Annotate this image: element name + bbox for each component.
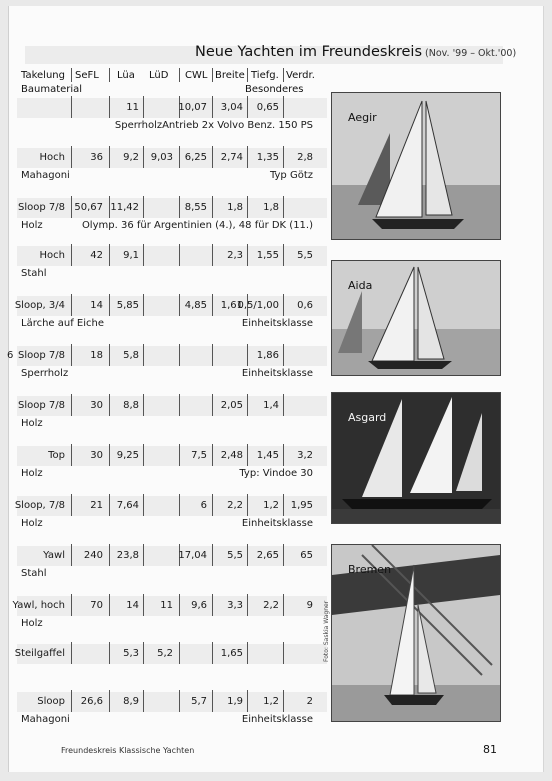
cell-cwl: 17,04: [178, 550, 207, 561]
column-divider: [179, 146, 180, 168]
header-cwl: CWL: [185, 70, 208, 81]
column-divider: [109, 544, 110, 566]
column-divider: [283, 394, 284, 416]
cell-material: Sperrholz: [21, 368, 69, 379]
cell-sefl: 70: [90, 600, 103, 611]
cell-breite: 1,61: [220, 300, 243, 311]
cell-lua: 9,25: [116, 450, 139, 461]
header-takelung: Takelung: [21, 70, 65, 81]
photo-caption: Aegir: [348, 111, 377, 124]
cell-sefl: 30: [90, 400, 103, 411]
column-divider: [283, 444, 284, 466]
cell-material: Holz: [21, 468, 43, 479]
cell-lud: 11: [160, 600, 173, 611]
column-divider: [109, 244, 110, 266]
cell-besonderes: Typ Götz: [269, 170, 313, 181]
cell-cwl: 5,7: [191, 696, 207, 707]
column-divider: [247, 394, 248, 416]
cell-lua: 23,8: [116, 550, 139, 561]
header-lud: LüD: [149, 70, 169, 81]
column-divider: [247, 444, 248, 466]
column-divider: [179, 394, 180, 416]
header-divider: [179, 68, 180, 82]
column-divider: [143, 146, 144, 168]
header-divider: [247, 68, 248, 82]
cell-takelung: Yawl, hoch: [12, 600, 65, 611]
column-divider: [71, 294, 72, 316]
cell-verdr: 2,8: [297, 152, 313, 163]
cell-tiefg: 1,35: [256, 152, 279, 163]
column-divider: [247, 344, 248, 366]
cell-lua: 9,1: [123, 250, 139, 261]
column-divider: [143, 544, 144, 566]
header-baumaterial: Baumaterial: [21, 84, 83, 95]
cell-lua: 14: [126, 600, 139, 611]
cell-cwl: 10,07: [178, 102, 207, 113]
header-divider: [283, 68, 284, 82]
cell-material: Holz: [21, 618, 43, 629]
header-lua: Lüa: [117, 70, 135, 81]
column-divider: [71, 690, 72, 712]
photo-caption: Aida: [348, 279, 373, 292]
cell-sefl: 42: [90, 250, 103, 261]
column-divider: [212, 196, 213, 218]
column-divider: [109, 294, 110, 316]
column-divider: [71, 244, 72, 266]
column-divider: [283, 294, 284, 316]
column-divider: [109, 96, 110, 118]
column-divider: [109, 394, 110, 416]
column-divider: [179, 344, 180, 366]
column-divider: [71, 594, 72, 616]
column-divider: [143, 96, 144, 118]
cell-tiefg: 1,55: [256, 250, 279, 261]
header-divider: [71, 68, 72, 82]
column-divider: [109, 444, 110, 466]
cell-verdr: 0,6: [297, 300, 313, 311]
column-divider: [212, 244, 213, 266]
page-number: 81: [483, 743, 497, 756]
cell-tiefg: 0,65: [256, 102, 279, 113]
photo-caption: Bremen: [348, 563, 392, 576]
column-divider: [71, 444, 72, 466]
column-divider: [212, 690, 213, 712]
column-divider: [247, 196, 248, 218]
column-divider: [179, 594, 180, 616]
cell-material: Stahl: [21, 568, 47, 579]
header-breite: Breite: [215, 70, 245, 81]
column-divider: [247, 594, 248, 616]
cell-sefl: 36: [90, 152, 103, 163]
column-divider: [212, 444, 213, 466]
photo-bremen: [331, 544, 501, 722]
cell-takelung: Sloop 7/8: [18, 400, 65, 411]
photo-credit: Foto: Saskia Wagner: [323, 600, 330, 662]
column-divider: [247, 96, 248, 118]
cell-cwl: 7,5: [191, 450, 207, 461]
cell-takelung: Sloop 7/8: [18, 202, 65, 213]
column-divider: [283, 494, 284, 516]
column-divider: [247, 544, 248, 566]
cell-takelung: Hoch: [39, 250, 65, 261]
cell-lua: 5,85: [116, 300, 139, 311]
cell-verdr: 1,95: [290, 500, 313, 511]
cell-tiefg: 1,86: [256, 350, 279, 361]
cell-besonderes: Einheitsklasse: [241, 318, 313, 329]
column-divider: [283, 244, 284, 266]
column-divider: [109, 594, 110, 616]
column-divider: [283, 642, 284, 664]
column-divider: [71, 544, 72, 566]
cell-verdr: 9: [306, 600, 313, 611]
cell-breite: 2,2: [227, 500, 243, 511]
column-divider: [212, 642, 213, 664]
cell-cwl: 8,55: [184, 202, 207, 213]
cell-cwl: 6,25: [184, 152, 207, 163]
cell-lua: 5,8: [123, 350, 139, 361]
column-divider: [247, 244, 248, 266]
cell-sefl: 18: [90, 350, 103, 361]
cell-lua: 8,8: [123, 400, 139, 411]
column-divider: [143, 394, 144, 416]
photo-aegir: [331, 92, 501, 240]
cell-lud: 5,2: [157, 648, 173, 659]
cell-lua: 11: [126, 102, 139, 113]
column-divider: [143, 444, 144, 466]
column-divider: [143, 494, 144, 516]
column-divider: [179, 244, 180, 266]
cell-breite: 3,3: [227, 600, 243, 611]
cell-lud: 9,03: [150, 152, 173, 163]
cell-verdr: 3,2: [297, 450, 313, 461]
title-subtitle: (Nov. '99 – Okt.'00): [425, 48, 517, 59]
cell-material: Holz: [21, 418, 43, 429]
header-verdr: Verdr.: [286, 70, 315, 81]
column-divider: [71, 494, 72, 516]
column-divider: [143, 642, 144, 664]
photo-caption: Asgard: [348, 411, 387, 424]
column-divider: [283, 96, 284, 118]
cell-breite: 1,9: [227, 696, 243, 707]
column-divider: [109, 642, 110, 664]
column-divider: [71, 394, 72, 416]
column-divider: [143, 344, 144, 366]
cell-breite: 2,74: [220, 152, 243, 163]
cell-besonderes: Einheitsklasse: [241, 518, 313, 529]
page: [8, 6, 544, 772]
cell-breite: 2,05: [220, 400, 243, 411]
column-divider: [283, 196, 284, 218]
cell-breite: 1,8: [227, 202, 243, 213]
column-divider: [71, 196, 72, 218]
page-title: [195, 44, 516, 60]
cell-prefix: 6: [7, 350, 14, 361]
column-divider: [179, 690, 180, 712]
column-divider: [247, 146, 248, 168]
column-divider: [212, 544, 213, 566]
cell-besonderes: Typ: Vindoe 30: [239, 468, 313, 479]
cell-lua: 5,3: [123, 648, 139, 659]
cell-sefl: 14: [90, 300, 103, 311]
column-divider: [212, 146, 213, 168]
cell-takelung: Sloop, 7/8: [14, 500, 65, 511]
column-divider: [71, 642, 72, 664]
column-divider: [212, 494, 213, 516]
row-band: [17, 98, 327, 118]
cell-verdr: 65: [300, 550, 313, 561]
cell-breite: 2,3: [227, 250, 243, 261]
footer-publisher: Freundeskreis Klassische Yachten: [61, 746, 195, 755]
cell-lua: 8,9: [123, 696, 139, 707]
cell-lua: 9,2: [123, 152, 139, 163]
cell-tiefg: 2,2: [263, 600, 279, 611]
cell-breite: 3,04: [220, 102, 243, 113]
cell-material: Stahl: [21, 268, 47, 279]
cell-takelung: Yawl: [43, 550, 65, 561]
column-divider: [212, 594, 213, 616]
cell-tiefg: 2,65: [256, 550, 279, 561]
cell-sefl: 21: [90, 500, 103, 511]
column-divider: [247, 642, 248, 664]
header-divider: [212, 68, 213, 82]
cell-material: Lärche auf Eiche: [21, 318, 105, 329]
cell-tiefg: 1,8: [263, 202, 279, 213]
cell-lua: 7,64: [116, 500, 139, 511]
cell-tiefg: 1,4: [263, 400, 279, 411]
header-sefl: SeFL: [75, 70, 99, 81]
column-divider: [212, 394, 213, 416]
column-divider: [143, 294, 144, 316]
column-divider: [179, 444, 180, 466]
header-tiefg: Tiefg.: [251, 70, 279, 81]
cell-tiefg: 1,45: [256, 450, 279, 461]
cell-takelung: Sloop, 3/4: [14, 300, 65, 311]
column-divider: [109, 494, 110, 516]
column-divider: [179, 642, 180, 664]
column-divider: [179, 494, 180, 516]
photo-aida: [331, 260, 501, 376]
cell-takelung: Steilgaffel: [14, 648, 65, 659]
column-divider: [247, 494, 248, 516]
cell-tiefg: 0,5/1,00: [237, 300, 279, 311]
header-divider: [109, 68, 110, 82]
column-divider: [71, 146, 72, 168]
column-divider: [247, 690, 248, 712]
column-divider: [143, 244, 144, 266]
cell-sefl: 50,67: [74, 202, 103, 213]
cell-breite: 2,48: [220, 450, 243, 461]
cell-takelung: Sloop: [37, 696, 65, 707]
column-divider: [143, 594, 144, 616]
column-divider: [143, 196, 144, 218]
column-divider: [283, 146, 284, 168]
cell-cwl: 6: [200, 500, 207, 511]
cell-besonderes: Einheitsklasse: [241, 714, 313, 725]
cell-sefl: 240: [83, 550, 103, 561]
column-divider: [212, 96, 213, 118]
cell-tiefg: 1,2: [263, 500, 279, 511]
cell-sefl: 30: [90, 450, 103, 461]
cell-takelung: Hoch: [39, 152, 65, 163]
column-divider: [143, 690, 144, 712]
cell-sefl: 26,6: [80, 696, 103, 707]
cell-besonderes: Olymp. 36 für Argentinien (4.), 48 für DK (11.): [81, 220, 313, 231]
cell-material: Mahagoni: [21, 170, 70, 181]
column-divider: [109, 690, 110, 712]
cell-lua: 11,42: [110, 202, 139, 213]
cell-material: Holz: [21, 518, 43, 529]
cell-cwl: 4,85: [184, 300, 207, 311]
column-divider: [212, 344, 213, 366]
cell-verdr: 5,5: [297, 250, 313, 261]
cell-besonderes: Einheitsklasse: [241, 368, 313, 379]
column-divider: [283, 690, 284, 712]
column-divider: [71, 344, 72, 366]
cell-takelung: Top: [48, 450, 65, 461]
column-divider: [179, 294, 180, 316]
column-divider: [283, 344, 284, 366]
column-divider: [109, 146, 110, 168]
column-divider: [283, 594, 284, 616]
header-besonderes: Besonderes: [245, 84, 304, 95]
cell-material: Mahagoni: [21, 714, 70, 725]
column-divider: [179, 196, 180, 218]
cell-takelung: Sloop 7/8: [18, 350, 65, 361]
cell-breite: 5,5: [227, 550, 243, 561]
column-divider: [283, 544, 284, 566]
cell-besonderes: SperrholzAntrieb 2x Volvo Benz. 150 PS: [114, 120, 313, 131]
cell-tiefg: 1,2: [263, 696, 279, 707]
cell-verdr: 2: [306, 696, 313, 707]
photo-asgard: [331, 392, 501, 524]
cell-cwl: 9,6: [191, 600, 207, 611]
cell-breite: 1,65: [220, 648, 243, 659]
column-divider: [71, 96, 72, 118]
title-main: Neue Yachten im Freundeskreis: [195, 44, 423, 60]
column-divider: [109, 344, 110, 366]
column-divider: [212, 294, 213, 316]
cell-material: Holz: [21, 220, 43, 231]
